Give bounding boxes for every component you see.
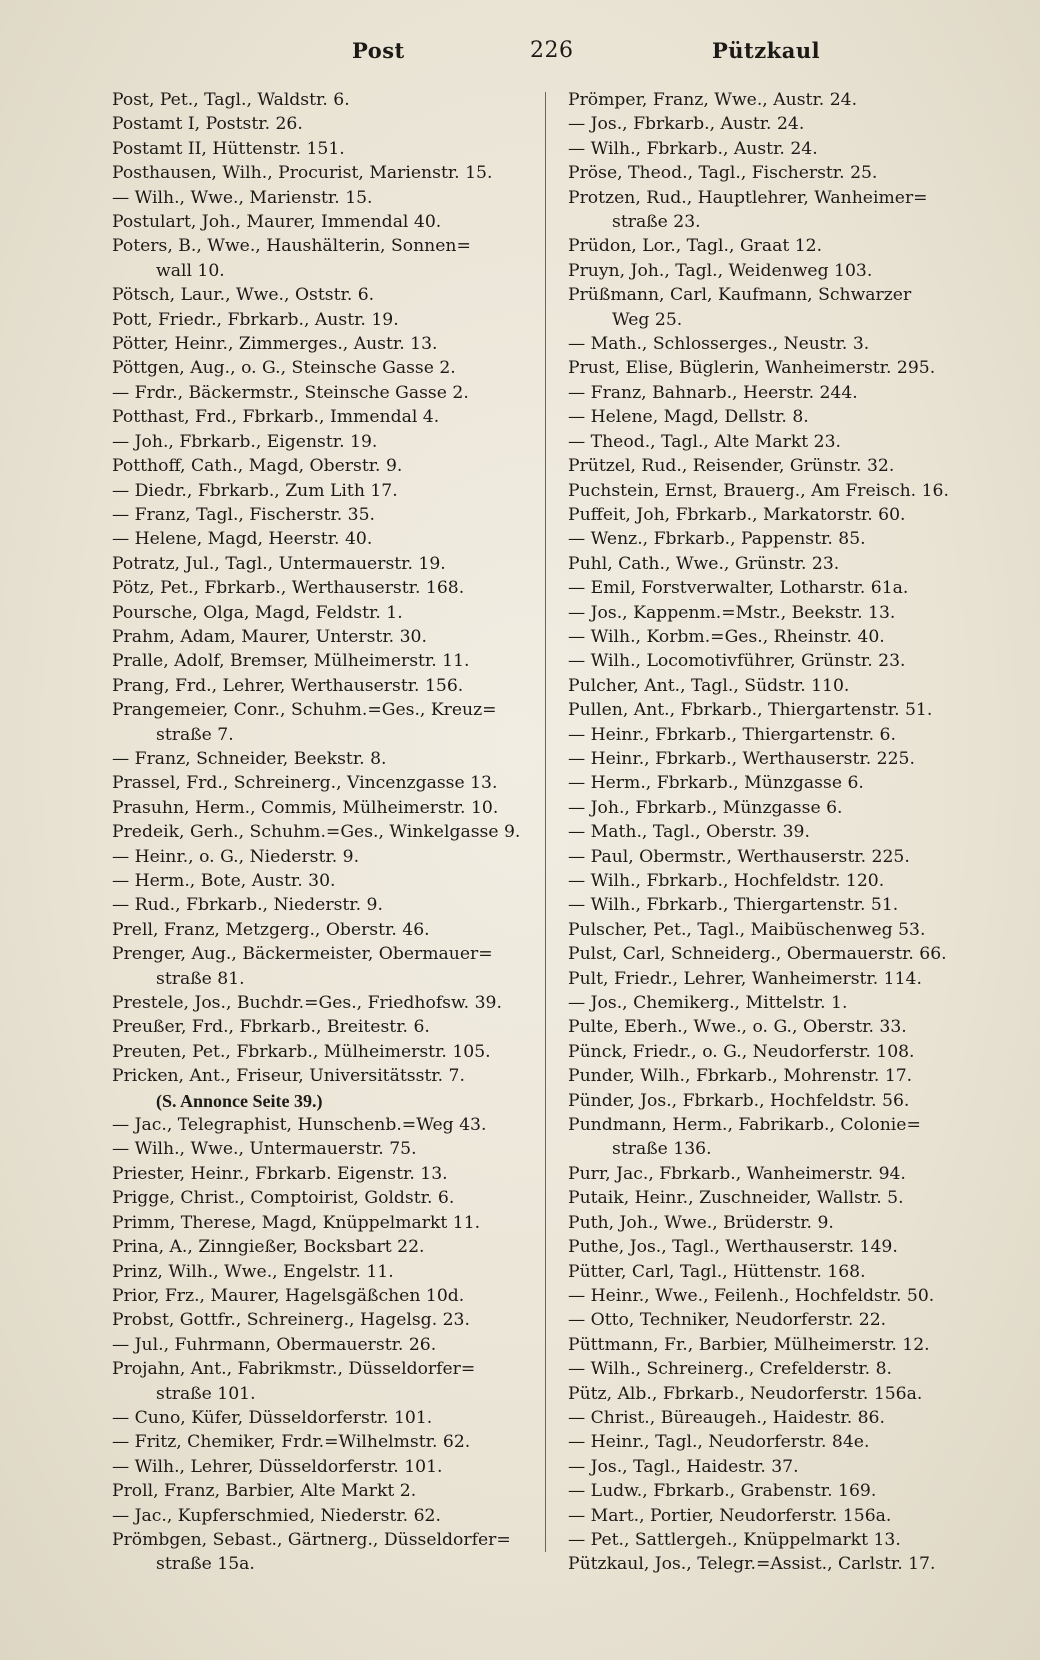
directory-entry xyxy=(112,1211,552,1235)
directory-entry xyxy=(568,1089,1008,1113)
entry-text: — Jos., Fbrkarb., Austr. 24. xyxy=(568,114,805,135)
entry-text: Postamt II, Hüttenstr. 151. xyxy=(112,138,345,159)
entry-text: — Ludw., Fbrkarb., Grabenstr. 169. xyxy=(568,1481,877,1502)
entry-text: — Jos., Chemikerg., Mittelstr. 1. xyxy=(568,993,848,1014)
entry-text: Pult, Friedr., Lehrer, Wanheimerstr. 114. xyxy=(568,968,922,989)
entry-text: — Wilh., Korbm.=Ges., Rheinstr. 40. xyxy=(568,626,885,647)
directory-entry xyxy=(112,1015,552,1039)
directory-entry xyxy=(568,893,1008,917)
entry-continuation: straße 81. xyxy=(156,968,245,989)
directory-entry xyxy=(568,1015,1008,1039)
entry-text: — Helene, Magd, Dellstr. 8. xyxy=(568,407,809,428)
entry-text: — Jac., Telegraphist, Hunschenb.=Weg 43. xyxy=(112,1115,487,1136)
entry-text: Pulst, Carl, Schneiderg., Obermauerstr. 66. xyxy=(568,944,947,965)
entry-text: — Jac., Kupferschmied, Niederstr. 62. xyxy=(112,1505,441,1526)
entry-text: Poursche, Olga, Magd, Feldstr. 1. xyxy=(112,602,403,623)
directory-entry xyxy=(568,1064,1008,1088)
entry-text: Pötz, Pet., Fbrkarb., Werthauserstr. 168. xyxy=(112,578,465,599)
entry-text: Pundmann, Herm., Fabrikarb., Colonie= xyxy=(568,1115,921,1136)
directory-entry xyxy=(112,503,552,527)
entry-text: — Rud., Fbrkarb., Niederstr. 9. xyxy=(112,895,383,916)
entry-text: — Wilh., Fbrkarb., Austr. 24. xyxy=(568,138,818,159)
entry-text: Projahn, Ant., Fabrikmstr., Düsseldorfer= xyxy=(112,1359,476,1380)
entry-text: — Wilh., Wwe., Untermauerstr. 75. xyxy=(112,1139,417,1160)
entry-text: — Wilh., Fbrkarb., Thiergartenstr. 51. xyxy=(568,895,899,916)
directory-entry xyxy=(112,576,552,600)
page-header xyxy=(112,38,992,78)
entry-text: Pott, Friedr., Fbrkarb., Austr. 19. xyxy=(112,309,399,330)
directory-entry xyxy=(568,503,1008,527)
directory-entry xyxy=(112,649,552,673)
directory-entry xyxy=(112,1162,552,1186)
entry-text: — Otto, Techniker, Neudorferstr. 22. xyxy=(568,1310,887,1331)
directory-entry xyxy=(112,552,552,576)
entry-text: — Franz, Bahnarb., Heerstr. 244. xyxy=(568,382,858,403)
directory-entry xyxy=(112,1308,552,1332)
directory-entry xyxy=(112,771,552,795)
entry-text: Prüßmann, Carl, Kaufmann, Schwarzer xyxy=(568,285,912,306)
directory-entry xyxy=(112,625,552,649)
directory-entry xyxy=(112,1089,552,1113)
directory-entry xyxy=(568,747,1008,771)
directory-entry xyxy=(112,1137,552,1161)
entry-text: Pütz, Alb., Fbrkarb., Neudorferstr. 156a. xyxy=(568,1383,923,1404)
directory-entry xyxy=(112,1186,552,1210)
entry-continuation: Weg 25. xyxy=(612,309,683,330)
directory-entry xyxy=(568,161,1008,185)
entry-text: Pötsch, Laur., Wwe., Oststr. 6. xyxy=(112,285,375,306)
entry-text: Postulart, Joh., Maurer, Immendal 40. xyxy=(112,212,442,233)
entry-text: Purr, Jac., Fbrkarb., Wanheimerstr. 94. xyxy=(568,1163,906,1184)
directory-entry xyxy=(568,1479,1008,1503)
entry-text: Prangemeier, Conr., Schuhm.=Ges., Kreuz= xyxy=(112,700,497,721)
entry-text: — Theod., Tagl., Alte Markt 23. xyxy=(568,431,841,452)
entry-continuation: straße 101. xyxy=(156,1383,256,1404)
entry-text: — Heinr., Tagl., Neudorferstr. 84e. xyxy=(568,1432,870,1453)
directory-entry xyxy=(568,991,1008,1015)
directory-entry xyxy=(568,771,1008,795)
entry-text: — Heinr., Wwe., Feilenh., Hochfeldstr. 50. xyxy=(568,1285,935,1306)
directory-entry xyxy=(568,1406,1008,1430)
directory-entry xyxy=(568,723,1008,747)
entry-continuation: straße 136. xyxy=(612,1139,712,1160)
entry-text: — Paul, Obermstr., Werthauserstr. 225. xyxy=(568,846,910,867)
entry-text: Prigge, Christ., Comptoirist, Goldstr. 6. xyxy=(112,1188,455,1209)
entry-text: — Math., Tagl., Oberstr. 39. xyxy=(568,822,810,843)
directory-entry xyxy=(112,796,552,820)
entry-text: Pröse, Theod., Tagl., Fischerstr. 25. xyxy=(568,163,878,184)
entry-text: Pulte, Eberh., Wwe., o. G., Oberstr. 33. xyxy=(568,1017,907,1038)
entry-text: Priester, Heinr., Fbrkarb. Eigenstr. 13. xyxy=(112,1163,448,1184)
directory-entry xyxy=(568,1357,1008,1381)
entry-text: Putaik, Heinr., Zuschneider, Wallstr. 5. xyxy=(568,1188,904,1209)
directory-entry xyxy=(568,186,1008,235)
directory-entry xyxy=(568,234,1008,258)
entry-text: Pulcher, Ant., Tagl., Südstr. 110. xyxy=(568,675,850,696)
entry-text: — Wilh., Wwe., Marienstr. 15. xyxy=(112,187,373,208)
directory-entry xyxy=(568,430,1008,454)
entry-text: Prützel, Rud., Reisender, Grünstr. 32. xyxy=(568,456,895,477)
entry-text: Prüdon, Lor., Tagl., Graat 12. xyxy=(568,236,823,257)
entry-text: Prell, Franz, Metzgerg., Oberstr. 46. xyxy=(112,919,430,940)
left-column xyxy=(112,88,552,1577)
entry-text: — Wilh., Fbrkarb., Hochfeldstr. 120. xyxy=(568,871,885,891)
header-first-name: Post xyxy=(352,38,405,63)
directory-entry xyxy=(568,820,1008,844)
directory-entry xyxy=(112,942,552,991)
directory-entry xyxy=(568,625,1008,649)
directory-entry xyxy=(112,210,552,234)
entry-text: Pulscher, Pet., Tagl., Maibüschenweg 53. xyxy=(568,919,926,940)
directory-entry xyxy=(568,1235,1008,1259)
entry-text: Puchstein, Ernst, Brauerg., Am Freisch. 16. xyxy=(568,480,949,501)
entry-text: Pöttgen, Aug., o. G., Steinsche Gasse 2. xyxy=(112,358,456,379)
entry-text: Prang, Frd., Lehrer, Werthauserstr. 156. xyxy=(112,675,464,696)
directory-entry xyxy=(568,967,1008,991)
directory-entry xyxy=(568,454,1008,478)
directory-entry xyxy=(568,845,1008,869)
directory-entry xyxy=(568,479,1008,503)
entry-text: Prior, Frz., Maurer, Hagelsgäßchen 10d. xyxy=(112,1285,465,1306)
directory-entry xyxy=(568,1308,1008,1332)
entry-continuation: straße 15a. xyxy=(156,1554,255,1575)
entry-text: Preußer, Frd., Fbrkarb., Breitestr. 6. xyxy=(112,1017,430,1038)
entry-text: Protzen, Rud., Hauptlehrer, Wanheimer= xyxy=(568,187,928,208)
directory-entry xyxy=(568,527,1008,551)
entry-text: — Cuno, Küfer, Düsseldorferstr. 101. xyxy=(112,1407,433,1428)
directory-entry xyxy=(568,259,1008,283)
entry-text: Pullen, Ant., Fbrkarb., Thiergartenstr. 51. xyxy=(568,700,933,721)
entry-text: Pralle, Adolf, Bremser, Mülheimerstr. 11. xyxy=(112,651,470,672)
entry-continuation: wall 10. xyxy=(156,260,225,281)
entry-text: Pünck, Friedr., o. G., Neudorferstr. 108. xyxy=(568,1041,915,1062)
directory-entry xyxy=(112,1064,552,1088)
directory-entry xyxy=(568,1430,1008,1454)
entry-text: — Jul., Fuhrmann, Obermauerstr. 26. xyxy=(112,1334,437,1355)
entry-text: Predeik, Gerh., Schuhm.=Ges., Winkelgasse 9. xyxy=(112,822,521,843)
entry-text: — Pet., Sattlergeh., Knüppelmarkt 13. xyxy=(568,1529,901,1550)
entry-text: Püttmann, Fr., Barbier, Mülheimerstr. 12. xyxy=(568,1334,930,1355)
entry-text: Prenger, Aug., Bäckermeister, Obermauer= xyxy=(112,944,493,965)
entry-text: — Herm., Fbrkarb., Münzgasse 6. xyxy=(568,773,864,794)
entry-text: Probst, Gottfr., Schreinerg., Hagelsg. 23. xyxy=(112,1310,470,1331)
entry-text: Prinz, Wilh., Wwe., Engelstr. 11. xyxy=(112,1261,394,1282)
directory-entry xyxy=(112,88,552,112)
entry-text: — Wilh., Schreinerg., Crefelderstr. 8. xyxy=(568,1359,893,1380)
entry-text: Preuten, Pet., Fbrkarb., Mülheimerstr. 105. xyxy=(112,1041,491,1062)
directory-entry xyxy=(568,869,1008,893)
directory-entry xyxy=(112,1040,552,1064)
column-divider xyxy=(545,92,546,1552)
directory-entry xyxy=(112,698,552,747)
entry-text: Pruyn, Joh., Tagl., Weidenweg 103. xyxy=(568,260,873,281)
directory-entry xyxy=(112,1479,552,1503)
entry-text: — Heinr., o. G., Niederstr. 9. xyxy=(112,846,360,867)
directory-entry xyxy=(112,1113,552,1137)
entry-text: — Wilh., Lehrer, Düsseldorferstr. 101. xyxy=(112,1456,443,1477)
entry-text: Pütter, Carl, Tagl., Hüttenstr. 168. xyxy=(568,1261,866,1282)
entry-text: — Joh., Fbrkarb., Eigenstr. 19. xyxy=(112,431,378,452)
entry-text: — Wilh., Locomotivführer, Grünstr. 23. xyxy=(568,651,906,672)
entry-text: Proll, Franz, Barbier, Alte Markt 2. xyxy=(112,1481,417,1502)
directory-entry xyxy=(568,1382,1008,1406)
directory-entry xyxy=(112,405,552,429)
directory-entry xyxy=(112,1406,552,1430)
entry-text: Post, Pet., Tagl., Waldstr. 6. xyxy=(112,90,350,110)
directory-entry xyxy=(568,698,1008,722)
entry-text: Potthast, Frd., Fbrkarb., Immendal 4. xyxy=(112,407,440,428)
directory-entry xyxy=(568,137,1008,161)
entry-text: — Joh., Fbrkarb., Münzgasse 6. xyxy=(568,797,843,818)
entry-text: Postamt I, Poststr. 26. xyxy=(112,114,303,135)
entry-text: Posthausen, Wilh., Procurist, Marienstr. 15. xyxy=(112,163,493,184)
directory-entry xyxy=(568,1162,1008,1186)
header-last-name: Pützkaul xyxy=(712,38,821,63)
directory-entry xyxy=(568,356,1008,380)
entry-text: (S. Annonce Seite 39.) xyxy=(156,1090,323,1111)
directory-entry xyxy=(568,1455,1008,1479)
directory-entry xyxy=(568,283,1008,332)
directory-entry xyxy=(568,1260,1008,1284)
directory-entry xyxy=(568,112,1008,136)
directory-entry xyxy=(112,991,552,1015)
directory-entry xyxy=(568,88,1008,112)
entry-text: — Herm., Bote, Austr. 30. xyxy=(112,871,336,891)
entry-text: Puthe, Jos., Tagl., Werthauserstr. 149. xyxy=(568,1237,898,1258)
entry-text: — Jos., Kappenm.=Mstr., Beekstr. 13. xyxy=(568,602,896,623)
directory-entry xyxy=(112,1528,552,1577)
directory-entry xyxy=(568,1552,1008,1576)
directory-entry xyxy=(568,649,1008,673)
directory-entry xyxy=(112,1333,552,1357)
entry-continuation: straße 23. xyxy=(612,212,701,233)
directory-entry xyxy=(112,1260,552,1284)
directory-entry xyxy=(568,1333,1008,1357)
directory-entry xyxy=(568,576,1008,600)
directory-entry xyxy=(112,1455,552,1479)
directory-entry xyxy=(568,1211,1008,1235)
directory-entry xyxy=(112,527,552,551)
entry-text: — Fritz, Chemiker, Frdr.=Wilhelmstr. 62. xyxy=(112,1432,471,1453)
directory-entry xyxy=(112,845,552,869)
entry-text: — Wenz., Fbrkarb., Pappenstr. 85. xyxy=(568,529,866,550)
entry-text: Pützkaul, Jos., Telegr.=Assist., Carlstr. 17. xyxy=(568,1554,936,1575)
directory-entry xyxy=(112,1430,552,1454)
directory-entry xyxy=(112,1235,552,1259)
entry-text: — Heinr., Fbrkarb., Werthauserstr. 225. xyxy=(568,748,915,769)
directory-entry xyxy=(112,332,552,356)
directory-entry xyxy=(112,479,552,503)
directory-entry xyxy=(568,1113,1008,1162)
directory-entry xyxy=(112,869,552,893)
directory-entry xyxy=(112,234,552,283)
directory-entry xyxy=(568,405,1008,429)
directory-entry xyxy=(112,1357,552,1406)
entry-text: Puffeit, Joh, Fbrkarb., Markatorstr. 60. xyxy=(568,504,906,525)
entry-text: Prestele, Jos., Buchdr.=Ges., Friedhofsw. 39. xyxy=(112,993,502,1014)
directory-entry xyxy=(568,601,1008,625)
directory-entry xyxy=(568,942,1008,966)
directory-entry xyxy=(112,747,552,771)
entry-text: Punder, Wilh., Fbrkarb., Mohrenstr. 17. xyxy=(568,1066,913,1087)
entry-text: Primm, Therese, Magd, Knüppelmarkt 11. xyxy=(112,1212,481,1233)
entry-text: — Franz, Tagl., Fischerstr. 35. xyxy=(112,504,375,525)
directory-entry xyxy=(568,674,1008,698)
directory-entry xyxy=(112,430,552,454)
entry-text: — Frdr., Bäckermstr., Steinsche Gasse 2. xyxy=(112,382,469,403)
directory-entry xyxy=(112,601,552,625)
directory-entry xyxy=(112,308,552,332)
directory-entry xyxy=(112,356,552,380)
entry-text: Prahm, Adam, Maurer, Unterstr. 30. xyxy=(112,626,427,647)
directory-entry xyxy=(112,674,552,698)
entry-text: Prust, Elise, Büglerin, Wanheimerstr. 295. xyxy=(568,358,936,379)
directory-entry xyxy=(568,381,1008,405)
entry-text: — Jos., Tagl., Haidestr. 37. xyxy=(568,1456,799,1477)
page-number: 226 xyxy=(530,38,574,63)
directory-entry xyxy=(112,820,552,844)
entry-text: — Math., Schlosserges., Neustr. 3. xyxy=(568,334,870,355)
directory-entry xyxy=(112,1504,552,1528)
right-column xyxy=(568,88,1008,1577)
entry-text: Prömbgen, Sebast., Gärtnerg., Düsseldorfer= xyxy=(112,1529,511,1550)
directory-entry xyxy=(112,381,552,405)
entry-text: Puhl, Cath., Wwe., Grünstr. 23. xyxy=(568,553,840,574)
entry-text: Prömper, Franz, Wwe., Austr. 24. xyxy=(568,90,858,110)
directory-entry xyxy=(112,137,552,161)
entry-text: — Emil, Forstverwalter, Lotharstr. 61a. xyxy=(568,578,909,599)
directory-entry xyxy=(112,454,552,478)
entry-text: Prasuhn, Herm., Commis, Mülheimerstr. 10. xyxy=(112,797,499,818)
entry-text: — Diedr., Fbrkarb., Zum Lith 17. xyxy=(112,480,398,501)
entry-text: Puth, Joh., Wwe., Brüderstr. 9. xyxy=(568,1212,834,1233)
entry-text: — Mart., Portier, Neudorferstr. 156a. xyxy=(568,1505,892,1526)
directory-entry xyxy=(112,283,552,307)
directory-entry xyxy=(568,796,1008,820)
directory-entry xyxy=(112,918,552,942)
directory-entry xyxy=(568,1504,1008,1528)
directory-entry xyxy=(568,918,1008,942)
directory-entry xyxy=(112,186,552,210)
directory-entry xyxy=(568,332,1008,356)
entry-continuation: straße 7. xyxy=(156,724,234,745)
directory-entry xyxy=(112,112,552,136)
entry-text: — Heinr., Fbrkarb., Thiergartenstr. 6. xyxy=(568,724,896,745)
directory-entry xyxy=(568,1186,1008,1210)
entry-text: — Helene, Magd, Heerstr. 40. xyxy=(112,529,373,550)
entry-text: Pünder, Jos., Fbrkarb., Hochfeldstr. 56. xyxy=(568,1090,910,1111)
directory-entry xyxy=(112,893,552,917)
directory-entry xyxy=(568,1040,1008,1064)
entry-text: — Christ., Büreaugeh., Haidestr. 86. xyxy=(568,1407,885,1428)
entry-text: Pötter, Heinr., Zimmerges., Austr. 13. xyxy=(112,334,438,355)
directory-entry xyxy=(112,161,552,185)
directory-entry xyxy=(568,552,1008,576)
entry-text: Prassel, Frd., Schreinerg., Vincenzgasse 13. xyxy=(112,773,498,794)
directory-entry xyxy=(568,1284,1008,1308)
entry-text: Potratz, Jul., Tagl., Untermauerstr. 19. xyxy=(112,553,446,574)
entry-text: Pricken, Ant., Friseur, Universitätsstr. 7. xyxy=(112,1066,465,1087)
directory-entry xyxy=(568,1528,1008,1552)
entry-text: Potthoff, Cath., Magd, Oberstr. 9. xyxy=(112,456,403,477)
directory-entry xyxy=(112,1284,552,1308)
entry-text: Poters, B., Wwe., Haushälterin, Sonnen= xyxy=(112,236,471,257)
entry-text: — Franz, Schneider, Beekstr. 8. xyxy=(112,748,387,769)
entry-text: Prina, A., Zinngießer, Bocksbart 22. xyxy=(112,1237,425,1258)
